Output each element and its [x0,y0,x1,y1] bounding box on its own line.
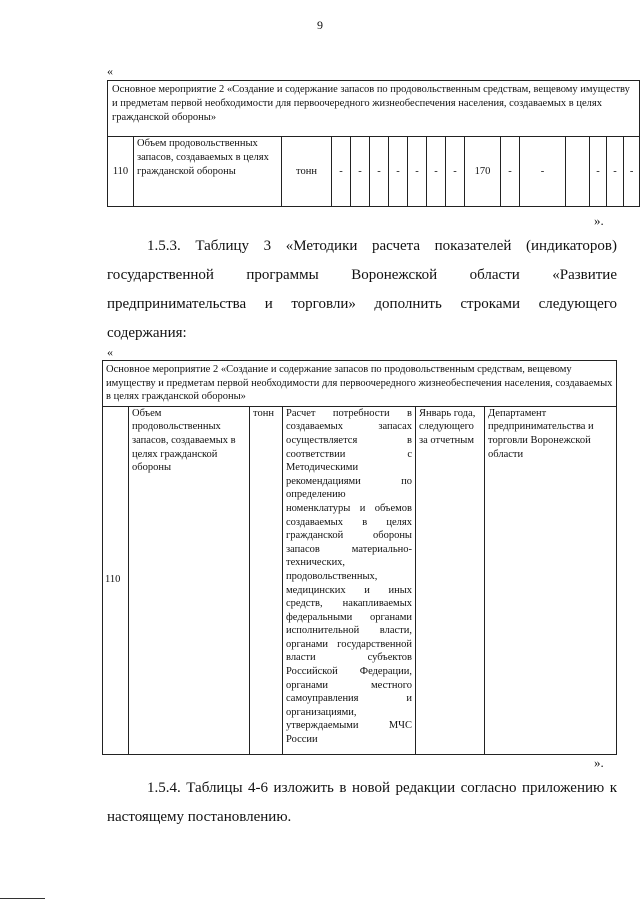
program-table-1 [107,80,640,207]
page-number: 9 [317,18,323,32]
table1-value: - [427,137,446,207]
table1-value [566,137,590,207]
table1-value: - [351,137,370,207]
table1-code: 110 [108,137,134,207]
paragraph-1-5-3: 1.5.3. Таблицу 3 «Методики расчета показателей (индикаторов) государственной программы Воронежской области «Развитие предпринимательства и торговли» дополнить строками следующего содержания: [107,238,617,341]
quote-open-2: « [107,345,113,359]
table2-unit: тонн [250,406,283,754]
table1-header: Основное мероприятие 2 «Создание и содержание запасов по продовольственным средствам, вещевому имуществу и предметам первой необходимости для первоочередного жизнеобеспечения населения, создаваемых в целях гражданской обороны» [108,81,640,137]
quote-close-2: ». [594,755,604,770]
table1-value: - [408,137,427,207]
table1-value: - [446,137,465,207]
methodology-table [102,360,617,755]
table1-value: 170 [465,137,501,207]
table1-value: - [332,137,351,207]
table1-value: - [370,137,389,207]
table2-indicator-name: Объем продовольственных запасов, создаваемых в целях гражданской обороны [129,406,250,754]
table1-indicator-name: Объем продовольственных запасов, создаваемых в целях гражданской обороны [134,137,282,207]
table1-value: - [590,137,607,207]
table2-reporting-period: Январь года, следующего за отчетным [416,406,485,754]
table1-value: - [501,137,520,207]
quote-open-1: « [107,64,113,78]
paragraph-1-5-4: 1.5.4. Таблицы 4-6 изложить в новой редакции согласно приложению к настоящему постановлению. [107,780,617,825]
table2-calculation-method: Расчет потребности в создаваемых запасах осуществляется в соответствии с Методическими рекомендациями по определению номенклатуры и объемов создаваемых в целях гражданской обороны запасов материально-технических, продовольственных, медицинских и иных средств, накапливаемых федеральными органами исполнительной власти, органами государственной власти субъектов Российской Федерации, органами местного самоуправления и организациями, утверждаемыми МЧС России [283,406,416,754]
table1-value: - [389,137,408,207]
table2-code: 110 [103,406,129,754]
table2-responsible: Департамент предпринимательства и торговли Воронежской области [485,406,617,754]
quote-close-1: ». [594,213,604,228]
table1-value: - [520,137,566,207]
table1-value: - [607,137,624,207]
table2-header: Основное мероприятие 2 «Создание и содержание запасов по продовольственным средствам, вещевому имуществу и предметам первой необходимости для первоочередного жизнеобеспечения населения, создаваемых в целях гражданской обороны» [103,361,617,407]
table1-value: - [624,137,640,207]
table1-unit: тонн [282,137,332,207]
footer-rule [0,898,45,899]
